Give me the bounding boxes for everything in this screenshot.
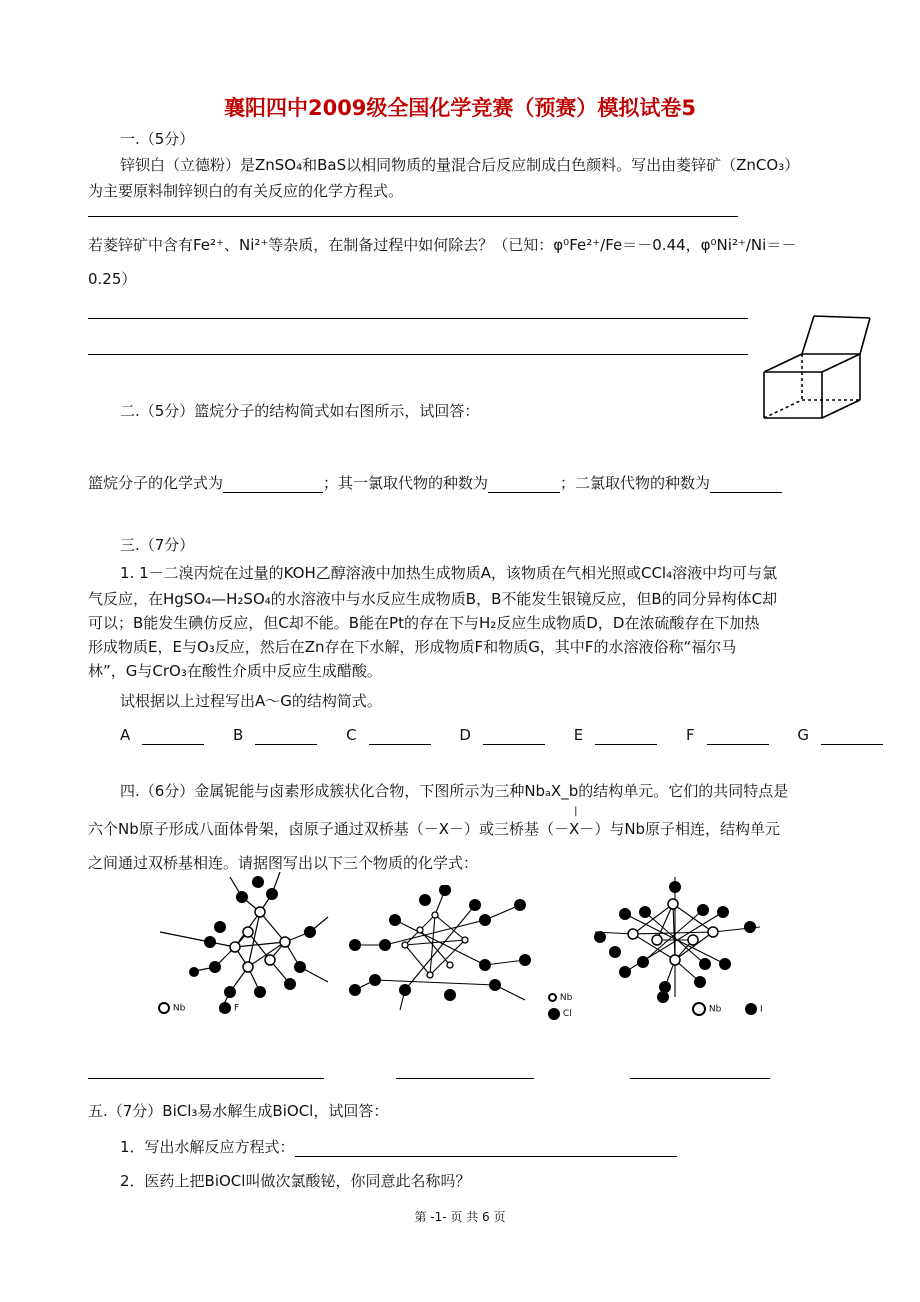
q4-line3: 之间通过双桥基相连。请据图写出以下三个物质的化学式： [88, 854, 479, 872]
q1-line2: 为主要原料制锌钡白的有关反应的化学方程式。 [88, 182, 404, 200]
answer-line[interactable] [88, 216, 738, 217]
nb-atom-icon [692, 1002, 706, 1016]
q3-answer-row [120, 726, 907, 745]
q2-header: 二.（5分）篮烷分子的结构简式如右图所示，试回答： [120, 402, 480, 420]
q1-header: 一.（5分） [120, 130, 195, 148]
q4-line2: 六个Nb原子形成八面体骨架，卤原子通过双桥基（－X－）或三桥基（ | －X－）与Nb原子相连，结构单元 [88, 806, 781, 838]
mono-blank[interactable] [488, 474, 560, 493]
answer-D[interactable]: D [459, 726, 557, 744]
answer-line-2[interactable] [396, 1078, 534, 1079]
q2-answer-row [88, 472, 782, 493]
q3-line3: 可以；B能发生碘仿反应，但C却不能。B能在Pt的存在下与H₂反应生成物质D，D在浓硫酸存在下加热 [88, 614, 760, 632]
answer-A[interactable]: A [120, 726, 216, 744]
cluster-structure-1 [150, 872, 330, 1017]
q2-mono-label: ；其一氯取代物的种数为 [323, 474, 489, 492]
answer-line-3[interactable] [630, 1078, 770, 1079]
nb-atom-icon [158, 1002, 170, 1014]
cluster-structure-3 [585, 872, 765, 1007]
q2-formula-label: 篮烷分子的化学式为 [88, 474, 224, 492]
legend-3: Nb I [692, 1002, 763, 1016]
cl-atom-icon [548, 1008, 560, 1020]
q3-line1: 1. 1－二溴丙烷在过量的KOH乙醇溶液中加热生成物质A，该物质在气相光照或CCl₄溶液中均可与氯 [120, 564, 778, 582]
basketane-figure [758, 310, 874, 422]
q5-header: 五.（7分）BiCl₃易水解生成BiOCl，试回答： [88, 1102, 389, 1120]
q3-header: 三.（7分） [120, 536, 195, 554]
q5-item1: 1．写出水解反应方程式： [120, 1136, 677, 1157]
formula-blank[interactable] [223, 474, 323, 493]
f-atom-icon [219, 1002, 231, 1014]
q3-line5: 林”，G与CrO₃在酸性介质中反应生成醋酸。 [88, 662, 382, 680]
legend-1: Nb F [158, 1002, 239, 1014]
q1-line1: 锌钡白（立德粉）是ZnSO₄和BaS以相同物质的量混合后反应制成白色颜料。写出由菱锌矿（ZnCO₃） [120, 156, 800, 174]
q2-di-label: ；二氯取代物的种数为 [560, 474, 711, 492]
answer-line-1[interactable] [88, 1078, 324, 1079]
legend-2: Nb Cl [548, 990, 572, 1022]
triple-bridge-symbol: | －X－ [554, 806, 595, 838]
page-footer: 第 -1- 页 共 6 页 [414, 1210, 506, 1224]
answer-B[interactable]: B [233, 726, 329, 744]
q3-line2: 气反应，在HgSO₄—H₂SO₄的水溶液中与水反应生成物质B，B不能发生银镜反应，但B的同分异构体C却 [88, 590, 778, 608]
nb-atom-icon [548, 993, 557, 1002]
q5-item2: 2．医药上把BiOCl叫做次氯酸铋，你同意此名称吗？ [120, 1172, 471, 1190]
answer-E[interactable]: E [574, 726, 669, 744]
equation-blank[interactable] [295, 1138, 677, 1157]
answer-F[interactable]: F [686, 726, 781, 744]
q1-line4: 0.25） [88, 270, 137, 288]
answer-C[interactable]: C [346, 726, 442, 744]
i-atom-icon [745, 1003, 757, 1015]
q1-line3: 若菱锌矿中含有Fe²⁺、Ni²⁺等杂质，在制备过程中如何除去？（已知：φ⁰Fe²⁺/Fe＝－0.44，φ⁰Ni²⁺/Ni＝－ [88, 236, 797, 254]
q3-line6: 试根据以上过程写出A～G的结构简式。 [120, 692, 382, 710]
q3-line4: 形成物质E，E与O₃反应，然后在Zn存在下水解，形成物质F和物质G，其中F的水溶液俗称“福尔马 [88, 638, 737, 656]
answer-G[interactable]: G [797, 726, 895, 744]
di-blank[interactable] [710, 474, 782, 493]
page-title: 襄阳四中2009级全国化学竞赛（预赛）模拟试卷5 [223, 96, 697, 120]
answer-line[interactable] [88, 318, 748, 319]
q4-line1: 四.（6分）金属铌能与卤素形成簇状化合物，下图所示为三种NbₐX_b的结构单元。它们的共同特点是 [120, 782, 789, 800]
answer-line[interactable] [88, 354, 748, 355]
cluster-structure-2 [335, 885, 550, 1015]
